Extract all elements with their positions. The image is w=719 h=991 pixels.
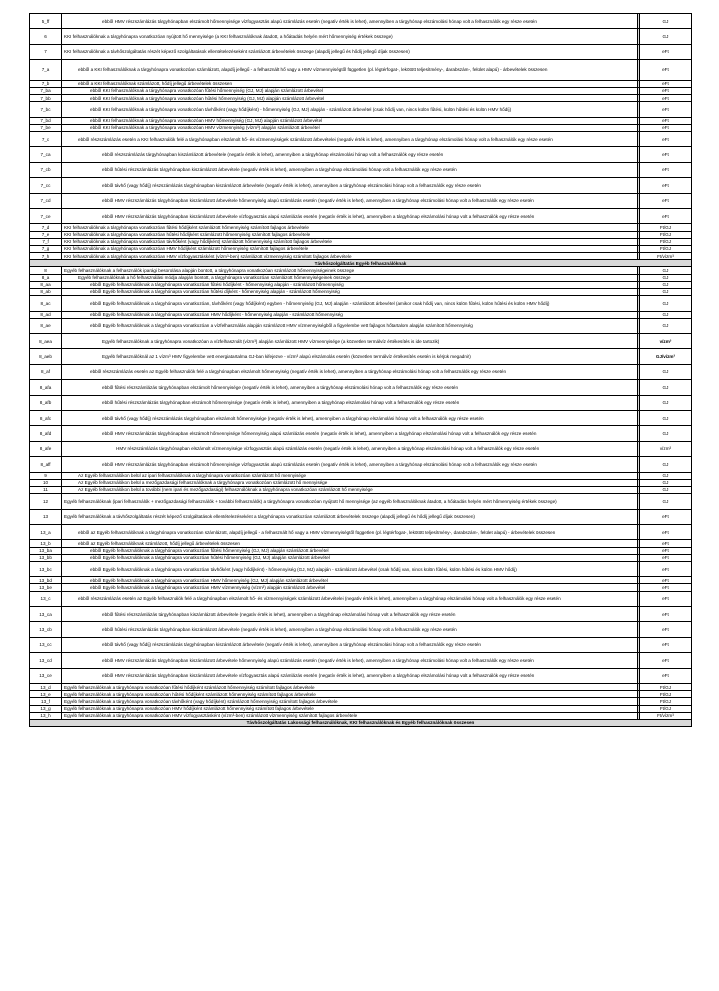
row-code: 8_a (30, 274, 62, 281)
row-code: 8_afe (30, 441, 62, 456)
row-description: Egyéb felhasználóknak a távhőszolgáltatás részét képező szolgáltatások ellentételezéseként a tárgyhónapra vonatkozóan számlázott árbevételek összege (alapdíj jellegű és hődíj jellegű díjak összesen) (62, 509, 638, 524)
table-row (30, 334, 692, 349)
table-row (30, 80, 692, 87)
table-row (30, 14, 692, 29)
row-code: 13_e (30, 691, 62, 698)
row-unit: Ft/GJ (639, 698, 691, 705)
row-code: 13_b (30, 540, 62, 547)
row-code: 13_bb (30, 554, 62, 561)
row-description: Az Egyéb felhasználókon belül a mezőgazdasági felhasználóknak a tárgyhónapra vonatkozóan számlázott hő mennyisége (62, 479, 638, 486)
row-description: ebből HMV részszámlázás tárgyhónapban kiszámlázott árbevétele hőmennyiség alapú számlázás esetén (negatív érték is lehet), amennyiben a tárgyhónap elszámolási hónap volt a felhasználók egy része esetén (62, 653, 638, 668)
row-description: Egyéb felhasználóknál az 1 vízm³ HMV figyelembe vett energiatartalma GJ-ban kifejezve - vízm³ alapú elszámolás esetén (közvetlen termálvíz értékesítés esetén is kérjük megadni!) (62, 349, 638, 364)
row-unit: GJ (639, 457, 691, 472)
row-unit: eFt (639, 591, 691, 606)
row-code: 7 (30, 44, 62, 59)
row-unit: eFt (639, 577, 691, 584)
table-row (30, 472, 692, 479)
row-description: ebből az Egyéb felhasználóknak a tárgyhónapra vonatkozóan számlázott, alapdíj jellegű - a felhasznált hő vagy a HMV vízmennyiségtől független (pl. légtérfogat-, lekötött teljesítmény-, darabszám-, felület alapú) - árbevételek összesen (62, 524, 638, 539)
row-unit: eFt (639, 668, 691, 683)
table-row (30, 231, 692, 238)
row-unit: eFt (639, 524, 691, 539)
row-unit: eFt (639, 80, 691, 87)
row-unit: GJ (639, 486, 691, 493)
table-row (30, 364, 692, 379)
row-unit: GJ (639, 296, 691, 311)
row-code: 10 (30, 479, 62, 486)
row-description: ebből hűtési részszámlázás tárgyhónapban kiszámlázott árbevétele (negatív érték is lehet), amennyiben a tárgyhónap elszámolási hónap volt a felhasználók egy része esetén (62, 622, 638, 637)
row-description: ebből Egyéb felhasználóknak a tárgyhónapra vonatkozóan távhőként (vagy hődíjként) - hőmennyiség (GJ, MJ) alapján - számlázott árbevétel (csak hődíj van, nincs külön fűtési, külön hűtési és külön HMV hődíj) (62, 561, 638, 576)
row-unit: Ft/GJ (639, 238, 691, 245)
row-description: ebből a KKI felhasználóknak a tárgyhónapra vonatkozóan számlázott, alapdíj jellegű - a felhasznált hő vagy a HMV vízmennyiségtől független (pl. légtérfogat-, lekötött teljesítmény-, darabszám-, felület alapú) - árbevételek összesen (62, 60, 638, 81)
table-row (30, 238, 692, 245)
row-code: 5_ff (30, 14, 62, 29)
table-row (30, 426, 692, 441)
table-row (30, 411, 692, 426)
row-description: ebből fűtési részszámlázás tárgyhónapban elszámolt hőmennyisége (negatív érték is lehet), amennyiben a tárgyhónap elszámolási hónap volt a felhasználók egy része esetén (62, 380, 638, 395)
row-code: 13_g (30, 705, 62, 712)
section-heading-row (30, 719, 692, 726)
table-row (30, 246, 692, 253)
row-description: ebből távhő (vagy hődíj) részszámlázás tárgyhónapban elszámolt hőmennyisége (negatív érték is lehet), amennyiben a tárgyhónap elszámolási hónap volt a felhasználók egy része esetén (62, 411, 638, 426)
row-unit: Ft/GJ (639, 691, 691, 698)
table-row (30, 540, 692, 547)
table-row (30, 479, 692, 486)
row-description: Egyéb felhasználóknak a hő felhasználási módja alapján bontott, a tárgyhónapra vonatkozóan számlázott hőmennyiségeinek összege (62, 274, 638, 281)
row-code: 8_ac (30, 296, 62, 311)
table-row (30, 547, 692, 554)
row-code: 13_a (30, 524, 62, 539)
row-code: 13_cc (30, 637, 62, 652)
row-unit: Ft/vízm³ (639, 253, 691, 260)
row-code: 8_aeb (30, 349, 62, 364)
row-description: Egyéb felhasználóknak a tárgyhónapra vonatkozóan HMV vízfogyasztásként (vízm³-ben) számlázott vízmennyiség számított fajlagos árbevétele (62, 712, 638, 719)
row-unit: vízm³ (639, 334, 691, 349)
table-row (30, 209, 692, 224)
row-code: 7_cc (30, 178, 62, 193)
row-description: Egyéb felhasználóknak a tárgyhónapra vonatkozóan fűtési hődíjként számlázott hőmennyiség számított fajlagos árbevétele (62, 684, 638, 691)
row-description: Egyéb felhasználóknak a tárgyhónapra vonatkozóan távhőként (vagy hődíjként) számlázott hőmennyiség számított fajlagos árbevétele (62, 698, 638, 705)
row-unit: eFt (639, 554, 691, 561)
row-description: ebből a KKI felhasználóknak számlázott, hődíj jellegű árbevételek összesen (62, 80, 638, 87)
row-description: ebből HMV részszámlázás tárgyhónapban elszámolt hőmennyisége hőmennyiség alapú számlázás esetén (negatív érték is lehet), amennyiben a tárgyhónap elszámolási hónap volt a felhasználók egy része esetén (62, 426, 638, 441)
row-code: 11 (30, 486, 62, 493)
table-row (30, 124, 692, 131)
table-row (30, 668, 692, 683)
row-description: Egyéb felhasználóknak a tárgyhónapra vonatkozóan HMV hődíjként számlázott hőmennyiség számított fajlagos árbevétele (62, 705, 638, 712)
row-description: Az Egyéb felhasználókon belül a további (nem ipari és mezőgazdasági) felhasználóknak a tárgyhónapra vonatkozóan számlázott hő mennyisége (62, 486, 638, 493)
table-row (30, 318, 692, 333)
row-unit: GJ (639, 395, 691, 410)
row-code: 7_cd (30, 193, 62, 208)
row-description: ebből Egyéb felhasználóknak a tárgyhónapra vonatkozóan HMV hődíjként - hőmennyiség alapján - számlázott hőmennyiség (62, 311, 638, 318)
row-unit: eFt (639, 124, 691, 131)
row-unit: eFt (639, 607, 691, 622)
row-code: 13_bd (30, 577, 62, 584)
row-code: 13_ce (30, 668, 62, 683)
row-code: 7_f (30, 238, 62, 245)
table-row (30, 561, 692, 576)
row-unit: eFt (639, 60, 691, 81)
row-code: 9 (30, 472, 62, 479)
row-description: KKI felhasználóknak a tárgyhónapra vonatkozóan HMV vízfogyasztásként (vízm³-ben) számlázott vízmennyiség számított fajlagos árbevétele (62, 253, 638, 260)
row-code: 8_ab (30, 288, 62, 295)
row-unit: GJ (639, 364, 691, 379)
row-description: ebből távhő (vagy hődíj) részszámlázás tárgyhónapban kiszámlázott árbevétele (negatív érték is lehet), amennyiben a tárgyhónap elszámolási hónap volt a felhasználók egy része esetén (62, 178, 638, 193)
row-unit: GJ (639, 311, 691, 318)
row-unit: eFt (639, 132, 691, 147)
row-description: ebből Egyéb felhasználóknak a tárgyhónapra vonatkozóan a vízfelhasználás alapján számlázott HMV vízmennyiségből a figyelembe vett fajlagos hőtartalom alapján számított hőmennyiség (62, 318, 638, 333)
table-row (30, 637, 692, 652)
row-unit: eFt (639, 162, 691, 177)
row-code: 8_ae (30, 318, 62, 333)
row-unit: eFt (639, 209, 691, 224)
row-code: 13_c (30, 591, 62, 606)
row-code: 8_afa (30, 380, 62, 395)
row-unit: GJ (639, 281, 691, 288)
row-unit: GJ (639, 267, 691, 274)
row-unit: GJ (639, 472, 691, 479)
row-unit: Ft/GJ (639, 705, 691, 712)
row-description: Egyéb felhasználóknak a felhasználók iparági besorolása alapján bontott, a tárgyhónapra vonatkozóan számlázott hőmennyiségeinek összege (62, 267, 638, 274)
row-code: 13_ca (30, 607, 62, 622)
row-unit: eFt (639, 117, 691, 124)
table-row (30, 117, 692, 124)
row-description: ebből részszámlázás esetén az Egyéb felhasználók felé a tárgyhónapban elszámolt hő- és vízmennyiségek számlázott árbevételei (negatív érték is lehet), amennyiben a tárgyhónap elszámolási hónap volt a felhasználók egy része esetén (62, 591, 638, 606)
row-description: ebből KKI felhasználóknak a tárgyhónapra vonatkozóan hűtési hőmennyiség (GJ, MJ) alapján számlázott árbevétel (62, 95, 638, 102)
row-unit: Ft/GJ (639, 246, 691, 253)
row-code: 7_g (30, 246, 62, 253)
row-description: ebből HMV részszámlázás tárgyhónapban elszámolt hőmennyisége vízfogyasztás alapú számlázás esetén (negatív érték is lehet), amennyiben a tárgyhónap elszámolási hónap volt a felhasználók egy része esetén (62, 457, 638, 472)
table-row (30, 29, 692, 44)
table-row (30, 554, 692, 561)
table-row (30, 288, 692, 295)
row-unit: eFt (639, 561, 691, 576)
table-row (30, 524, 692, 539)
row-unit: GJ (639, 14, 691, 29)
row-code: 8_afd (30, 426, 62, 441)
table-row (30, 311, 692, 318)
row-unit: GJ (639, 380, 691, 395)
row-description: Egyéb felhasználóknak a tárgyhónapra vonatkozóan hűtési hődíjként számlázott hőmennyiség számított fajlagos árbevétele (62, 691, 638, 698)
table-row (30, 691, 692, 698)
row-code: 6 (30, 29, 62, 44)
table-row (30, 584, 692, 591)
row-unit: eFt (639, 622, 691, 637)
table-row (30, 441, 692, 456)
row-description: ebből Egyéb felhasználóknak a tárgyhónapra vonatkozóan hűtési hőmennyiség (GJ, MJ) alapján számlázott árbevétel (62, 554, 638, 561)
row-code: 8_aa (30, 281, 62, 288)
row-unit: GJ (639, 274, 691, 281)
row-description: ebből távhő (vagy hődíj) részszámlázás tárgyhónapban kiszámlázott árbevétele (negatív érték is lehet), amennyiben a tárgyhónap elszámolási hónap volt a felhasználók egy része esetén (62, 637, 638, 652)
section-heading-row (30, 260, 692, 267)
row-code: 8_afc (30, 411, 62, 426)
row-code: 7_cb (30, 162, 62, 177)
row-unit: GJ (639, 318, 691, 333)
row-description: KKI felhasználóknak a távhőszolgáltatás részét képező szolgáltatások ellentételezéseként számlázott árbevételek összege (alapdíj jellegű és hődíj jellegű díjak összesen) (62, 44, 638, 59)
section-heading: Távhőszolgáltatás Egyéb felhasználóknak (30, 260, 692, 267)
row-description: KKI felhasználóknak a tárgyhónapra vonatkozóan HMV hődíjként számlázott hőmennyiség számított fajlagos árbevétele (62, 246, 638, 253)
row-unit: eFt (639, 547, 691, 554)
row-description: ebből HMV részszámlázás tárgyhónapban kiszámlázott árbevétele hőmennyiség alapú számlázás esetén (negatív érték is lehet), amennyiben a tárgyhónap elszámolási hónap volt a felhasználók egy része esetén (62, 193, 638, 208)
row-description: ebből KKI felhasználóknak a tárgyhónapra vonatkozóan fűtési hőmennyiség (GJ, MJ) alapján számlázott árbevétel (62, 87, 638, 94)
row-description: ebből KKI felhasználóknak a tárgyhónapra vonatkozóan távhőként (vagy hődíjként) - hőmennyiség (GJ, MJ) alapján - számlázott árbevétel (csak hődíj van, nincs külön fűtési, külön hűtési és külön HMV hődíj) (62, 102, 638, 117)
row-unit: Ft/GJ (639, 684, 691, 691)
table-row (30, 296, 692, 311)
row-unit: eFt (639, 44, 691, 59)
table-row (30, 395, 692, 410)
row-code: 13_cd (30, 653, 62, 668)
row-code: 8_af (30, 364, 62, 379)
table-row (30, 267, 692, 274)
row-unit: eFt (639, 102, 691, 117)
row-unit: GJ (639, 411, 691, 426)
table-row (30, 178, 692, 193)
row-code: 12 (30, 494, 62, 509)
row-unit: eFt (639, 147, 691, 162)
row-description: ebből hűtési részszámlázás tárgyhónapban elszámolt hőmennyisége (negatív érték is lehet), amennyiben a tárgyhónap elszámolási hónap volt a felhasználók egy része esetén (62, 395, 638, 410)
row-code: 7_e (30, 231, 62, 238)
table-row (30, 705, 692, 712)
row-description: ebből Egyéb felhasználóknak a tárgyhónapra vonatkozóan HMV vízmennyiség (vízm³) alapján számlázott árbevétel (62, 584, 638, 591)
row-description: ebből Egyéb felhasználóknak a tárgyhónapra vonatkozóan hűtési díjként - hőmennyiség alapján - számlázott hőmennyiség (62, 288, 638, 295)
table-row (30, 224, 692, 231)
row-code: 7_bc (30, 102, 62, 117)
table-row (30, 457, 692, 472)
row-description: Egyéb felhasználóknak a tárgyhónapra vonatkozóan a vízfelhasznált (vízm³) alapján számlázott HMV vízmennyisége (a közvetlen termálvíz értékesítés is ide tartozik) (62, 334, 638, 349)
table-row (30, 132, 692, 147)
table-row (30, 380, 692, 395)
section-heading: Távhőszolgáltatás Lakossági felhasználóknak, KKI felhasználóknak és Egyéb felhasználóknak összesen (30, 719, 692, 726)
row-code: 13_h (30, 712, 62, 719)
table-row (30, 698, 692, 705)
row-unit: Ft/GJ (639, 231, 691, 238)
table-row (30, 684, 692, 691)
table-row (30, 349, 692, 364)
table-row (30, 607, 692, 622)
table-row (30, 274, 692, 281)
row-code: 13_ba (30, 547, 62, 554)
row-description: HMV részszámlázás tárgyhónapban elszámolt vízmennyisége vízfogyasztás alapú számlázás esetén (negatív érték is lehet), amennyiben a tárgyhónap elszámolási hónap volt a felhasználók egy része esetén (62, 441, 638, 456)
table-row (30, 102, 692, 117)
row-code: 7_b (30, 80, 62, 87)
row-description: ebből HMV részszámlázás tárgyhónapban kiszámlázott árbevétele vízfogyasztás alapú számlázás esetén (negatív érték is lehet), amennyiben a tárgyhónap elszámolási hónap volt a felhasználók egy része esetén (62, 209, 638, 224)
row-description: ebből HMV részszámlázás tárgyhónapban kiszámlázott árbevétele vízfogyasztás alapú számlázás esetén (negatív érték is lehet), amennyiben a tárgyhónap elszámolási hónap volt a felhasználók egy része esetén (62, 668, 638, 683)
row-unit: GJ (639, 494, 691, 509)
row-description: ebből fűtési részszámlázás tárgyhónapban kiszámlázott árbevétele (negatív érték is lehet), amennyiben a tárgyhónap elszámolási hónap volt a felhasználók egy része esetén (62, 607, 638, 622)
row-code: 7_d (30, 224, 62, 231)
row-code: 8 (30, 267, 62, 274)
row-unit: eFt (639, 584, 691, 591)
table-row (30, 494, 692, 509)
row-unit: eFt (639, 540, 691, 547)
table-row (30, 591, 692, 606)
table-row (30, 653, 692, 668)
row-code: 8_ad (30, 311, 62, 318)
row-description: ebből HMV részszámlázás tárgyhónapban elszámolt hőmennyisége vízfogyasztás alapú számlázás esetén (negatív érték is lehet), amennyiben a tárgyhónap elszámolási hónap volt a felhasználók egy része esetén (62, 14, 638, 29)
row-unit: eFt (639, 87, 691, 94)
row-code: 8_aea (30, 334, 62, 349)
row-unit: GJ/vízm³ (639, 349, 691, 364)
table-row (30, 44, 692, 59)
row-unit: Ft/vízm³ (639, 712, 691, 719)
row-unit: GJ (639, 479, 691, 486)
row-code: 13_cb (30, 622, 62, 637)
row-code: 8_afb (30, 395, 62, 410)
row-code: 13_be (30, 584, 62, 591)
row-unit: GJ (639, 29, 691, 44)
row-code: 7_bd (30, 117, 62, 124)
row-description: KKI felhasználóknak a tárgyhónapra vonatkozóan fűtési hődíjként számlázott hőmennyiség számított fajlagos árbevétele (62, 224, 638, 231)
row-unit: eFt (639, 193, 691, 208)
row-description: ebből részszámlázás esetén az Egyéb felhasználók felé a tárgyhónapban elszámolt hőmennyiség (negatív érték is lehet), amennyiben a tárgyhónap elszámolási hónap volt a felhasználók egy része esetén (62, 364, 638, 379)
table-row (30, 509, 692, 524)
row-description: ebből részszámlázás esetén a KKI felhasználók felé a tárgyhónapban elszámolt hő- és vízmennyiségek számlázott árbevételei (negatív érték is lehet), amennyiben a tárgyhónap elszámolási hónap volt a felhasználók egy része esetén (62, 132, 638, 147)
row-unit: Ft/GJ (639, 224, 691, 231)
row-unit: eFt (639, 95, 691, 102)
row-code: 7_ce (30, 209, 62, 224)
row-code: 13 (30, 509, 62, 524)
row-description: ebből részszámlázás tárgyhónapban kiszámlázott árbevétele (negatív érték is lehet), amennyiben a tárgyhónap elszámolási hónap volt a felhasználók egy része esetén (62, 147, 638, 162)
row-description: KKI felhasználóknak a tárgyhónapra vonatkozóan nyújtott hő mennyisége (a KKI felhasználóknak átadott, a hőátadás helyén mért hőmennyiség értékek összege) (62, 29, 638, 44)
table-row (30, 486, 692, 493)
row-unit: GJ (639, 426, 691, 441)
row-code: 13_f (30, 698, 62, 705)
table-row (30, 87, 692, 94)
row-description: Az Egyéb felhasználókon belül az ipari felhasználóknak a tárgyhónapra vonatkozóan számlázott hő mennyisége (62, 472, 638, 479)
table-row (30, 281, 692, 288)
table-row (30, 95, 692, 102)
row-description: ebből Egyéb felhasználóknak a tárgyhónapra vonatkozóan, távhőként (vagy hődíjként) egyben - hőmennyiség (GJ, MJ) alapján - számlázott árbevétel (amikor csak hődíj van, nincs külön fűtési, külön hűtési és külön HMV hődíj) (62, 296, 638, 311)
row-code: 7_h (30, 253, 62, 260)
table-row (30, 622, 692, 637)
table-row (30, 712, 692, 719)
row-description: ebből Egyéb felhasználóknak a tárgyhónapra vonatkozóan fűtési hődíjként - hőmennyiség alapján - számlázott hőmennyiség (62, 281, 638, 288)
row-code: 7_bb (30, 95, 62, 102)
row-description: ebből az Egyéb felhasználóknak számlázott, hődíj jellegű árbevételek összesen (62, 540, 638, 547)
table-row (30, 60, 692, 81)
row-code: 7_ba (30, 87, 62, 94)
row-unit: eFt (639, 637, 691, 652)
row-code: 13_bc (30, 561, 62, 576)
indicator-table (29, 13, 692, 727)
data-sheet (29, 13, 692, 727)
row-unit: eFt (639, 509, 691, 524)
row-code: 13_d (30, 684, 62, 691)
table-row (30, 162, 692, 177)
row-unit: GJ (639, 288, 691, 295)
row-unit: eFt (639, 178, 691, 193)
table-row (30, 147, 692, 162)
table-row (30, 193, 692, 208)
row-code: 7_a (30, 60, 62, 81)
table-row (30, 577, 692, 584)
row-code: 7_be (30, 124, 62, 131)
row-description: ebből hűtési részszámlázás tárgyhónapban kiszámlázott árbevétele (negatív érték is lehet), amennyiben a tárgyhónap elszámolási hónap volt a felhasználók egy része esetén (62, 162, 638, 177)
row-description: ebből KKI felhasználóknak a tárgyhónapra vonatkozóan HMV vízmennyiség (vízm³) alapján számlázott árbevétel (62, 124, 638, 131)
row-unit: eFt (639, 653, 691, 668)
row-description: KKI felhasználóknak a tárgyhónapra vonatkozóan hűtési hődíjként számlázott hőmennyiség számított fajlagos árbevétele (62, 231, 638, 238)
row-description: ebből Egyéb felhasználóknak a tárgyhónapra vonatkozóan fűtési hőmennyiség (GJ, MJ) alapján számlázott árbevétel (62, 547, 638, 554)
row-description: Egyéb felhasználóknak (ipari felhasználók + mezőgazdasági felhasználók + további felhasználók) a tárgyhónapra vonatkozóan nyújtott hő mennyisége (az egyéb felhasználóknak átadott, a hőátadás helyén mért hőmennyiség értékek összege) (62, 494, 638, 509)
row-description: ebből KKI felhasználóknak a tárgyhónapra vonatkozóan HMV hőmennyiség (GJ, MJ) alapján számlázott árbevétel (62, 117, 638, 124)
row-code: 7_ca (30, 147, 62, 162)
row-description: KKI felhasználóknak a tárgyhónapra vonatkozóan távhőként (vagy hődíjként) számlázott hőmennyiség számított fajlagos árbevétele (62, 238, 638, 245)
row-description: ebből Egyéb felhasználóknak a tárgyhónapra vonatkozóan HMV hőmennyiség (GJ, MJ) alapján számlázott árbevétel (62, 577, 638, 584)
table-row (30, 253, 692, 260)
row-unit: vízm³ (639, 441, 691, 456)
row-code: 7_c (30, 132, 62, 147)
row-code: 8_aff (30, 457, 62, 472)
indicator-table-body (30, 14, 692, 727)
